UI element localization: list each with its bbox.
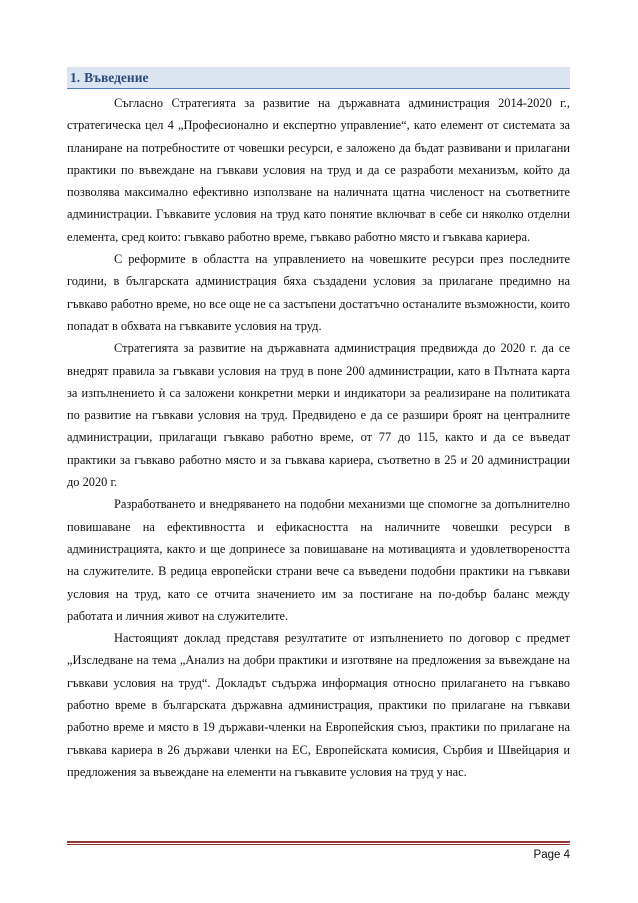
page-number: Page 4 bbox=[533, 849, 570, 861]
paragraph-strategy: Съгласно Стратегията за развитие на държавната администрация 2014-2020 г., стратегическа цел 4 „Професионално и експертно управление“, като елемент от системата за планиране на потребностите от човешки ресурси, е заложено да бъдат развивани и прилагани практики по въвеждане на гъвкави условия на труд и да се разработи механизъм, който да позволява максимално ефективно използване на наличната щатна численост на съответните администрации. Гъвкавите условия на труд като понятие включват в себе си няколко отделни елемента, сред които: гъвкаво работно време, гъвкаво работно място и гъвкава кариера. bbox=[67, 96, 570, 244]
footer-rule-thin bbox=[67, 844, 570, 845]
footer-rule bbox=[67, 841, 570, 845]
body-text bbox=[67, 92, 570, 783]
section-title: Въведение bbox=[84, 70, 149, 85]
section-heading bbox=[67, 67, 570, 89]
section-number: 1. bbox=[70, 70, 81, 85]
paragraph-report: Настоящият доклад представя резултатите от изпълнението по договор с предмет „Изследване на тема „Анализ на добри практики и изготвяне на предложения за въвеждане на гъвкави условия на труд“. Докладът съдържа информация относно прилагането на гъвкаво работно време в българската държавна администрация, практики по прилагане на гъвкави работно време и място в 19 държави-членки на Европейския съюз, практики по прилагане на гъвкава кариера в 26 държави членки на ЕС, Европейската комисия, Сърбия и Швейцария и предложения за въвеждане на елементи на гъвкавите условия на труд у нас. bbox=[67, 631, 570, 779]
paragraph-mechanisms: Разработването и внедряването на подобни механизми ще спомогне за допълнително повишаване на ефективността и ефикасността на наличните човешки ресурси в администрацията, както и ще допринесе за повишаване на мотивацията и удовлетвореността на служителите. В редица европейски страни вече са въведени подобни практики на гъвкави условия на труд, като се отчита значението им за постигане на по-добър баланс между работата и личния живот на служителите. bbox=[67, 497, 570, 623]
paragraph-reforms: С реформите в областта на управлението на човешките ресурси през последните години, в българската администрация бяха създадени условия за прилагане предимно на гъвкаво работно време, но все още не са застъпени достатъчно останалите възможности, които попадат в обхвата на гъвкавите условия на труд. bbox=[67, 252, 570, 333]
paragraph-targets: Стратегията за развитие на държавната администрация предвижда до 2020 г. да се внедрят правила за гъвкави условия на труд в поне 200 администрации, като в Пътната карта за изпълнението ѝ са заложени конкретни мерки и индикатори за реализиране на политиката по развитие на гъвкави условия на труд. Предвидено е да се разшири броят на централните администрации, прилагащи гъвкаво работно време, от 77 до 115, както и да се въведат практики за гъвкаво работно място и за гъвкава кариера, съответно в 25 и 20 администрации до 2020 г. bbox=[67, 341, 570, 490]
footer-rule-thick bbox=[67, 841, 570, 843]
